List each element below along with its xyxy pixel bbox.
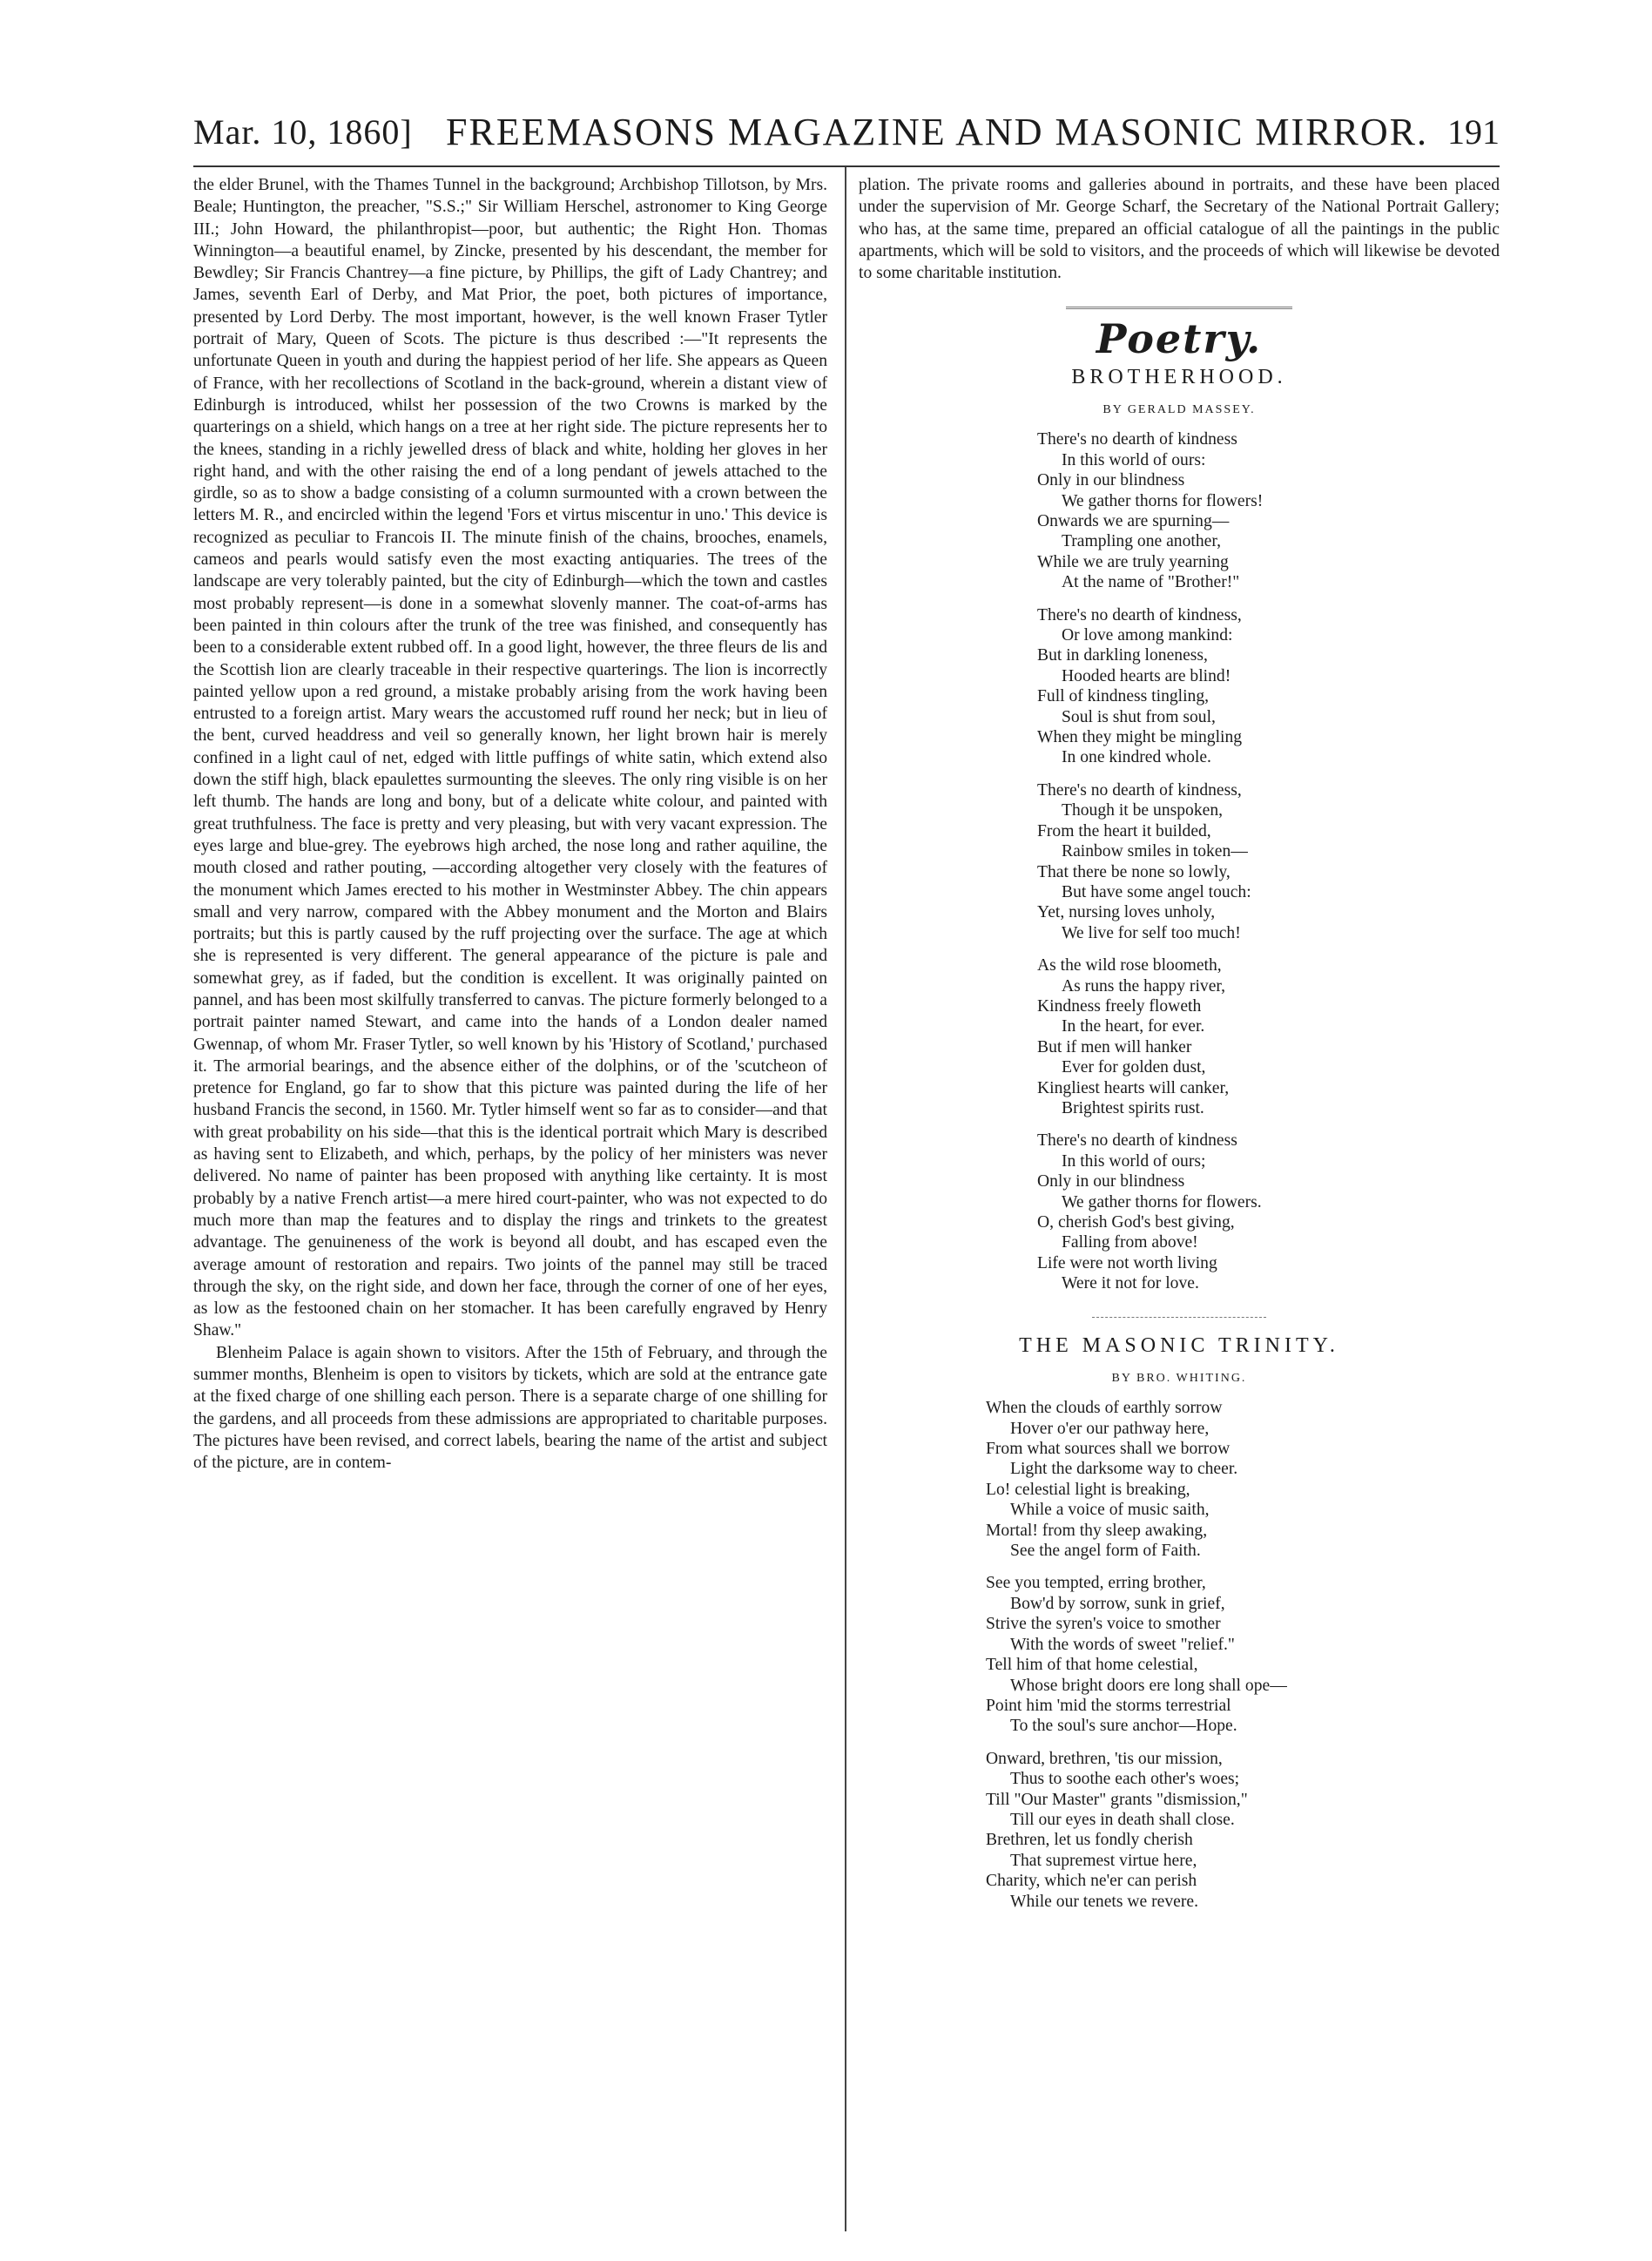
poem-line: Strive the syren's voice to smother <box>986 1615 1221 1634</box>
poem-line: Hooded hearts are blind! <box>1062 666 1231 685</box>
poem-line: Rainbow smiles in token— <box>1062 842 1248 861</box>
poem-line: In the heart, for ever. <box>1062 1017 1205 1036</box>
poem-divider <box>1092 1317 1266 1318</box>
poem-line: From what sources shall we borrow <box>986 1440 1231 1459</box>
section-divider <box>1066 307 1292 309</box>
poem-line: Full of kindness tingling, <box>1037 687 1210 706</box>
poem-line: We live for self too much! <box>1062 923 1241 942</box>
poem-line: O, cherish God's best giving, <box>1037 1213 1235 1232</box>
poem-stanza <box>1037 955 1500 1118</box>
poem-line: Brightest spirits rust. <box>1062 1098 1204 1117</box>
header-title: FREEMASONS MAGAZINE AND MASONIC MIRROR. <box>446 111 1429 153</box>
poem-line: In this world of ours; <box>1062 1151 1206 1171</box>
poem-line: That supremest virtue here, <box>1010 1851 1197 1870</box>
poem-line: Kingliest hearts will canker, <box>1037 1078 1230 1097</box>
poem-line: Falling from above! <box>1062 1233 1198 1252</box>
poem-line: As runs the happy river, <box>1062 976 1226 996</box>
poem-line: When the clouds of earthly sorrow <box>986 1399 1223 1418</box>
poem-line: Life were not worth living <box>1037 1253 1217 1272</box>
poem-masonic-trinity <box>986 1398 1500 1912</box>
poem-brotherhood <box>1037 429 1500 1293</box>
poem-line: We gather thorns for flowers! <box>1062 491 1264 510</box>
poem-line: Charity, which ne'er can perish <box>986 1872 1197 1891</box>
poem-line: Or love among mankind: <box>1062 626 1233 645</box>
poem-line: Only in our blindness <box>1037 471 1185 490</box>
poem-line: At the name of "Brother!" <box>1062 573 1240 592</box>
poem-stanza <box>986 1749 1500 1912</box>
article-paragraph: the elder Brunel, with the Thames Tunnel in the background; Archbishop Tillotson, by Mrs. Beale; Huntington, the preacher, "S.S.;" Sir William Herschel, astronomer to King George III.; John Howard, the philanthropist—poor, but authentic; the Right Hon. Thomas Winnington—a beautiful enamel, by Zincke, presented by his descendant, the member for Bewdley; Sir Francis Chantrey—a fine picture, by Phillips, the gift of Lady Chantrey; and James, seventh Earl of Derby, and Mat Prior, the poet, both pictures of importance, presented by Lord Derby. The most important, however, is the well known Fraser Tytler portrait of Mary, Queen of Scots. The picture is thus described :—"It represents the unfortunate Queen in youth and during the happiest period of her life. She appears as Queen of France, with her recollections of Scotland in the back-ground, wherein a distant view of Edinburgh is introduced, whilst her possession of the two Crowns is marked by the quarterings on a shield, which hangs on a tree at her right side. The picture represents her to the knees, standing in a richly jewelled dress of black and white, holding her gloves in her right hand, and with the other raising the end of a long pendant of jewels attached to the girdle, so as to show a badge consisting of a column surmounted with a crown between the letters M. R., and encircled within the legend 'Fors et virtus miscentur in uno.' This device is recognized as peculiar to Francois II. The minute finish of the chains, brooches, enamels, cameos and pearls would satisfy even the most exacting antiquaries. The trees of the landscape are very tolerably painted, but the city of Edinburgh—which the town and castles most probably represent—is done in a somewhat slovenly manner. The coat-of-arms has been painted in thin colours after the trunk of the tree was finished, and consequently has been to a considerable extent rubbed off. In a good light, however, the three fleurs de lis and the Scottish lion are clearly traceable in their respective quarterings. The lion is incorrectly painted yellow upon a red ground, a mistake probably arising from the work having been entrusted to a foreign artist. Mary wears the accustomed ruff round her neck; but in lieu of the bent, curved headdress and veil so generally known, her light brown hair is merely confined in a light caul of net, edged with little puffings of white satin, which extend also down the stiff high, black epaulettes surmounting the sleeves. The only ring visible is on her left thumb. The hands are long and bony, but of a delicate white colour, and painted with great truthfulness. The face is pretty and very pleasing, but with very vacant expression. The eyes large and blue-grey. The eyebrows high arched, the nose long and rather aquiline, the mouth closed and rather pouting, —according altogether very closely with the features of the monument which James erected to his mother in Westminster Abbey. The chin appears small and very narrow, compared with the Abbey monument and the Morton and Blairs portraits; but this is partly caused by the ruff projecting over the surface. The age at which she is represented is very different. The general appearance of the picture is pale and somewhat grey, as if faded, but the condition is excellent. It was originally painted on pannel, and has been most skilfully transferred to canvas. The picture formerly belonged to a portrait painter named Stewart, and came into the hands of a London dealer named Gwennap, of whom Mr. Fraser Tytler, so well known by his 'History of Scotland,' purchased it. The armorial bearings, and the absence either of the dolphins, or of the 'scutcheon of pretence for England, go far to show that this picture was painted during the life of her husband Francis the second, in 1560. Mr. Tytler himself went so far as to consider—and that with great probability on his side—that this is the identical portrait which Mary is described as having sent to Elizabeth, and which, perhaps, by the policy of her ministers was never delivered. No name of painter has been proposed with anything like certainty. It is most probably by a native French artist—a mere hired court-painter, who was not expected to do much more than map the features and to display the rings and trinkets to the greatest advantage. The genuineness of the work is beyond all doubt, and has escaped even the average amount of restoration and repairs. Two joints of the pannel may still be traced through the sky, on the right side, and down her face, through the corner of one of her eyes, as low as the festooned chain on her stomacher. It has been carefully engraved by Henry Shaw." <box>193 176 827 1340</box>
poem-line: Kindness freely floweth <box>1037 996 1202 1016</box>
poem-stanza <box>1037 429 1500 592</box>
poem-line: While our tenets we revere. <box>1010 1892 1198 1911</box>
poem-line: When they might be mingling <box>1037 728 1243 747</box>
poem-line: Hover o'er our pathway here, <box>1010 1419 1210 1438</box>
poem-line: We gather thorns for flowers. <box>1062 1192 1262 1211</box>
poem-line: Onward, brethren, 'tis our mission, <box>986 1749 1223 1768</box>
poem-line: But have some angel touch: <box>1062 882 1251 901</box>
poem-line: There's no dearth of kindness <box>1037 430 1237 449</box>
poem-line: From the heart it builded, <box>1037 821 1211 840</box>
poem-stanza <box>1037 1130 1500 1293</box>
poem-line: Thus to soothe each other's woes; <box>1010 1770 1240 1789</box>
poem-line: Onwards we are spurning— <box>1037 512 1230 530</box>
poem-line: While we are truly yearning <box>1037 552 1229 571</box>
poem-line: Trampling one another, <box>1062 532 1221 551</box>
poem-stanza <box>986 1573 1500 1736</box>
left-column <box>193 174 827 1475</box>
poem-line: Bow'd by sorrow, sunk in grief, <box>1010 1594 1225 1613</box>
poem-line: With the words of sweet "relief." <box>1010 1635 1235 1654</box>
poem-line: Point him 'mid the storms terrestrial <box>986 1696 1231 1715</box>
poem-line: While a voice of music saith, <box>1010 1501 1210 1520</box>
poem-line: Only in our blindness <box>1037 1172 1185 1191</box>
poem-line: Mortal! from thy sleep awaking, <box>986 1521 1208 1540</box>
header-page-number: 191 <box>1447 112 1500 152</box>
poem-line: Soul is shut from soul, <box>1062 707 1216 726</box>
poem-stanza <box>1037 780 1500 943</box>
poem-line: See you tempted, erring brother, <box>986 1574 1206 1593</box>
poem-line: But in darkling loneness, <box>1037 646 1208 665</box>
poem-author: BY GERALD MASSEY. <box>1102 403 1256 417</box>
poem-line: Were it not for love. <box>1062 1274 1199 1293</box>
poem-title: THE MASONIC TRINITY. <box>1019 1333 1339 1357</box>
poem-line: Till "Our Master" grants "dismission," <box>986 1790 1248 1809</box>
poem-line: As the wild rose bloometh, <box>1037 956 1222 975</box>
poem-line: Brethren, let us fondly cherish <box>986 1831 1193 1850</box>
article-paragraph: Blenheim Palace is again shown to visitors. After the 15th of February, and through the summer months, Blenheim is open to visitors by tickets, which are sold at the entrance gate at the fixed charge of one shilling each person. There is a separate charge of one shilling for the gardens, and all proceeds from these admissions are appropriated to charitable purposes. The pictures have been revised, and correct labels, bearing the name of the artist and subject of the picture, are in contem- <box>193 1343 827 1473</box>
section-heading: Poetry. <box>1096 315 1263 363</box>
poem-line: There's no dearth of kindness, <box>1037 780 1242 800</box>
poem-line: Till our eyes in death shall close. <box>1010 1810 1235 1829</box>
header-rule <box>193 165 1500 167</box>
poem-line: That there be none so lowly, <box>1037 862 1231 881</box>
poem-line: There's no dearth of kindness <box>1037 1131 1237 1151</box>
poem-line: Ever for golden dust, <box>1062 1058 1206 1077</box>
column-divider <box>845 167 846 2231</box>
poem-line: Light the darksome way to cheer. <box>1010 1460 1238 1479</box>
poem-line: See the angel form of Faith. <box>1010 1542 1201 1561</box>
poem-line: Yet, nursing loves unholy, <box>1037 903 1216 922</box>
poem-line: In this world of ours: <box>1062 450 1206 469</box>
poem-line: There's no dearth of kindness, <box>1037 605 1242 624</box>
poem-stanza <box>986 1398 1500 1561</box>
poem-line: Whose bright doors ere long shall ope— <box>1010 1676 1287 1695</box>
poem-title: BROTHERHOOD. <box>1071 365 1287 388</box>
article-continuation: plation. The private rooms and galleries abound in portraits, and these have been placed under the supervision of Mr. George Scharf, the Secretary of the National Portrait Gallery; who has, at the same time, prepared an official catalogue of all the paintings in the public apartments, which will be sold to visitors, and the proceeds of which will likewise be devoted to some charitable institution. <box>859 176 1500 283</box>
right-column <box>859 174 1500 1924</box>
header-date: Mar. 10, 1860] <box>193 112 413 152</box>
poem-line: But if men will hanker <box>1037 1037 1192 1056</box>
poem-line: Though it be unspoken, <box>1062 801 1224 820</box>
poem-author: BY BRO. WHITING. <box>1111 1371 1247 1385</box>
poem-line: Lo! celestial light is breaking, <box>986 1480 1190 1499</box>
poem-line: To the soul's sure anchor—Hope. <box>1010 1717 1237 1736</box>
poem-line: In one kindred whole. <box>1062 748 1211 767</box>
page-header <box>193 105 1500 167</box>
poem-stanza <box>1037 605 1500 768</box>
poem-line: Tell him of that home celestial, <box>986 1656 1198 1675</box>
